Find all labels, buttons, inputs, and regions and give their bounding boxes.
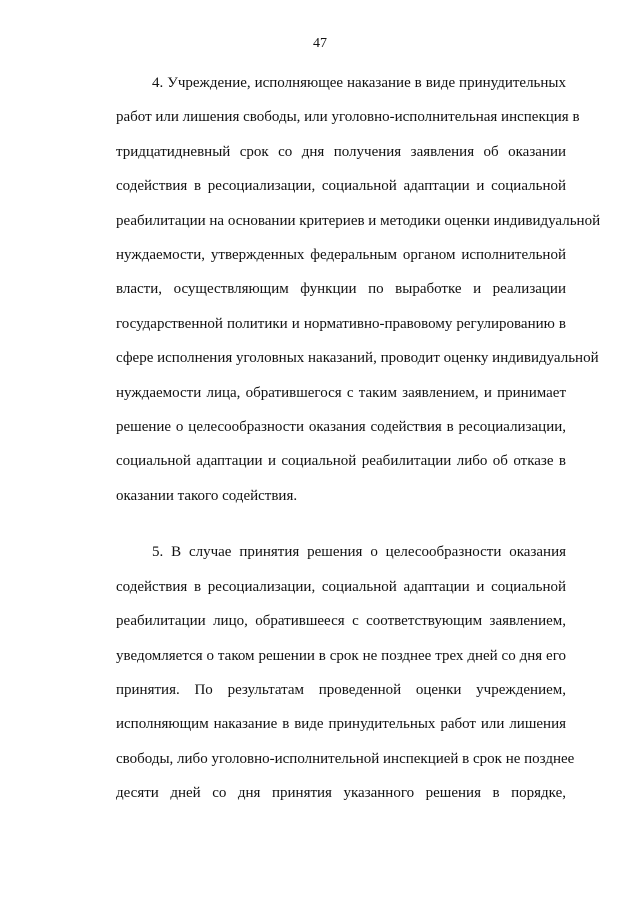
text-line: власти, осуществляющим функции по выработке и реализации (116, 281, 566, 298)
text-line: нуждаемости лица, обратившегося с таким заявлением, и принимает (116, 384, 566, 401)
page-number: 47 (313, 36, 327, 51)
text-line: решение о целесообразности оказания содействия в ресоциализации, (116, 419, 566, 436)
text-line: государственной политики и нормативно-правовому регулированию в (116, 315, 566, 332)
text-line: 4. Учреждение, исполняющее наказание в виде принудительных (152, 75, 566, 91)
text-line: содействия в ресоциализации, социальной адаптации и социальной (116, 178, 566, 195)
text-line: 5. В случае принятия решения о целесообразности оказания (152, 544, 566, 561)
text-line: социальной адаптации и социальной реабилитации либо об отказе в (116, 453, 566, 470)
paragraph-4 (80, 66, 601, 513)
document-body (80, 66, 601, 811)
text-line: исполняющим наказание в виде принудительных работ или лишения (116, 716, 566, 733)
text-line: работ или лишения свободы, или уголовно-исполнительная инспекция в (116, 109, 580, 126)
text-line: содействия в ресоциализации, социальной адаптации и социальной (116, 578, 566, 595)
text-line: тридцатидневный срок со дня получения заявления об оказании (116, 143, 566, 160)
paragraph-5 (80, 535, 575, 810)
text-line: десяти дней со дня принятия указанного решения в порядке, (116, 785, 566, 802)
text-line: сфере исполнения уголовных наказаний, проводит оценку индивидуальной (116, 350, 599, 367)
text-line: принятия. По результатам проведенной оценки учреждением, (116, 681, 566, 698)
text-line: нуждаемости, утвержденных федеральным органом исполнительной (116, 247, 566, 264)
text-line: свободы, либо уголовно-исполнительной инспекцией в срок не позднее (116, 750, 575, 767)
text-line: реабилитации лицо, обратившееся с соответствующим заявлением, (116, 613, 566, 630)
text-line: оказании такого содействия. (116, 487, 298, 504)
text-line: уведомляется о таком решении в срок не позднее трех дней со дня его (116, 647, 566, 664)
text-line: реабилитации на основании критериев и методики оценки индивидуальной (116, 212, 601, 229)
